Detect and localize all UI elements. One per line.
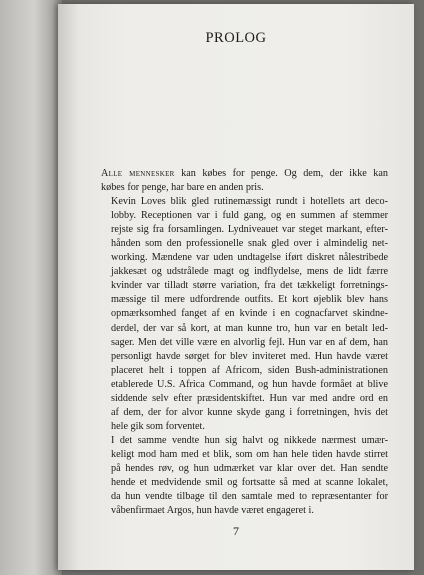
text-line: personligt havde sørget for blev inviteret med. Hun havde været	[111, 350, 388, 362]
page-number: 7	[233, 524, 239, 538]
text-line: I det samme vendte hun sig halvt og nikkede nærmest umær-	[111, 434, 388, 446]
text-line: working. Mændene var uden undtagelse iført diskret nålestribede	[111, 252, 388, 264]
lead-in: Alle mennesker	[101, 168, 175, 179]
text-line: kvinder var tilladt større variation, fra det tækkeligt forretnings-	[111, 280, 388, 292]
text-line: placeret helt i toppen af Africom, siden Bush-administrationen	[111, 364, 388, 376]
body-text	[101, 167, 388, 518]
text-line: hende et medvidende smil og fortsatte så med at scanne lokalet,	[111, 477, 388, 489]
text-line: på hendes røv, og hun udmærket var klar over det. Han sendte	[111, 462, 388, 474]
text-line: af dem, der for alvor kunne skyde gang i forretningen, hvis det	[111, 406, 388, 418]
text-line: mæssige til mere udfordrende outfits. Et kort øjeblik blev hans	[111, 294, 388, 306]
text-line: derdel, der var så kort, at man kunne tro, hun var en betalt led-	[111, 322, 388, 334]
text-line: etablerede U.S. Africa Command, og hun havde formået at blive	[111, 378, 388, 390]
paragraph-2	[101, 195, 388, 434]
text-line: sager. Men det ville være en alvorlig fejl. Hun var en af dem, han	[111, 336, 388, 348]
text-line: siddende selv efter præsidentskiftet. Hun var med andre ord en	[111, 392, 388, 404]
text-line: jakkesæt og udstrålede magt og indflydelse, mens de lidt færre	[111, 266, 388, 278]
text-line: Alle mennesker kan købes for penge. Og dem, der ikke kan	[101, 168, 388, 179]
text-line: købes for penge, har bare en anden pris.	[101, 182, 264, 194]
text-line: da hun vendte tilbage til den samtale med to repræsentanter for	[111, 491, 388, 503]
facing-page	[0, 0, 62, 575]
text-line: opmærksomhed fanget af en kvinde i en cognacfarvet skindne-	[111, 308, 388, 320]
chapter-heading: PROLOG	[205, 30, 267, 46]
text-line: keligt mod ham med et blik, som om han hele tiden havde stirret	[111, 448, 388, 460]
text-line: lobby. Receptionen var i fuld gang, og en summen af stemmer	[111, 210, 388, 222]
text-line: hånden som den professionelle snak gled over i almindelig net-	[111, 238, 388, 250]
text-line: Kevin Loves blik gled rutinemæssigt rundt i hotellets art deco-	[111, 196, 388, 208]
text-line: rejste sig fra forsamlingen. Lydniveauet var steget markant, efter-	[111, 224, 388, 236]
paragraph-3	[101, 434, 388, 518]
paragraph-1	[101, 167, 388, 195]
text-line: våbenfirmaet Argos, hun havde været engageret i.	[111, 505, 314, 517]
text-line: hele gik som forventet.	[111, 420, 205, 432]
